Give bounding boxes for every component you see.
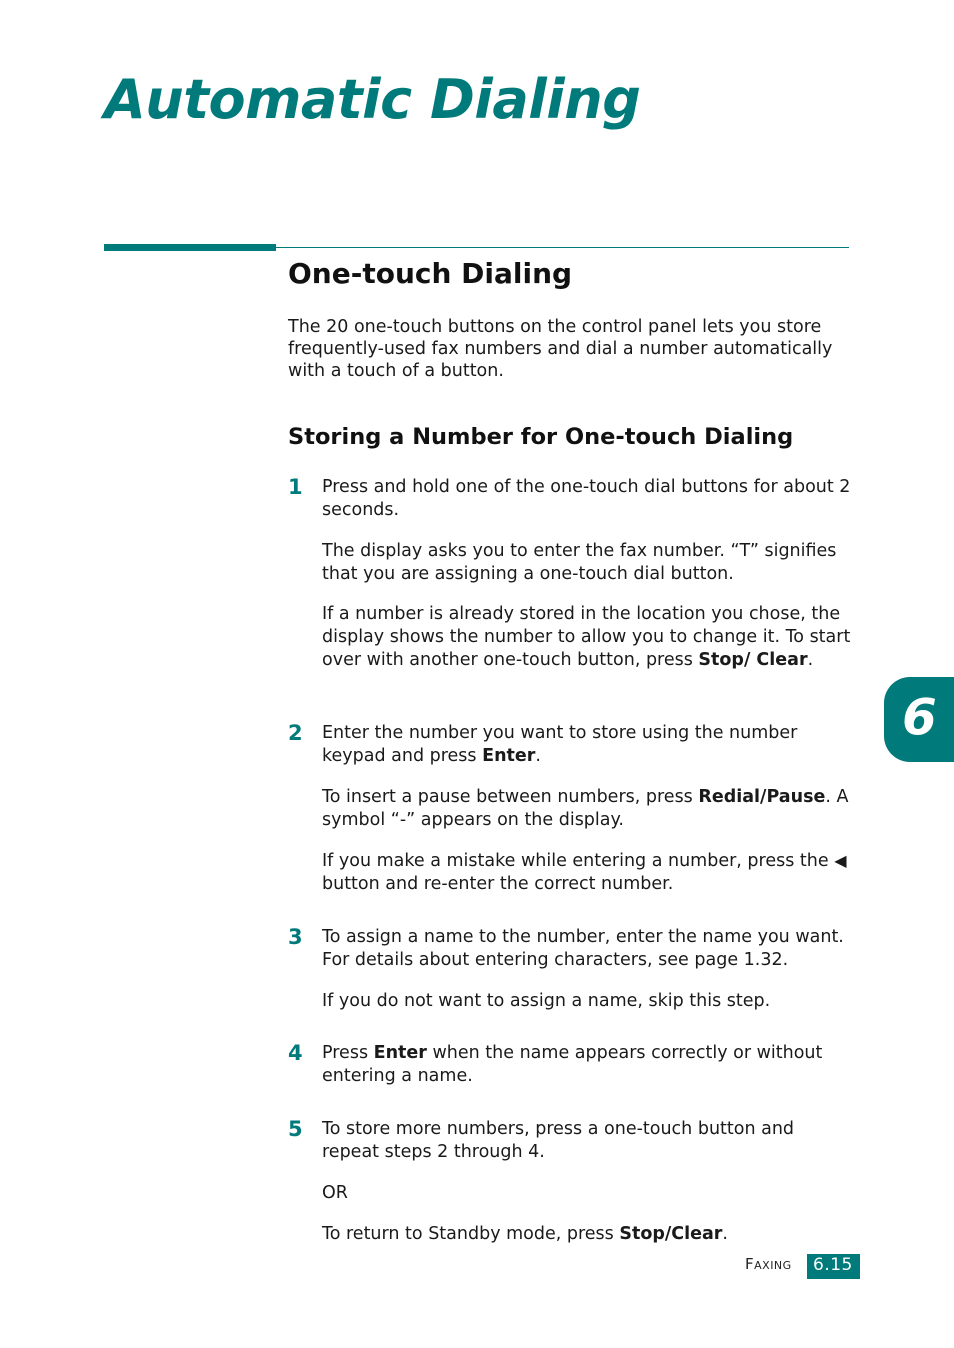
step-number-2: 2 [288, 721, 303, 745]
step-2-note-2: If you make a mistake while entering a number, press the ◀ button and re-enter the correct number. [322, 851, 847, 894]
step-number-5: 5 [288, 1117, 303, 1141]
enter-key-label: Enter [482, 746, 536, 766]
page-number: 6.15 [813, 1255, 853, 1275]
chapter-number: 6 [902, 688, 937, 746]
enter-key-label: Enter [373, 1043, 427, 1063]
section-rule-thin [276, 247, 849, 248]
footer-chapter-label: Faxing [745, 1255, 792, 1273]
subsection-title: Storing a Number for One-touch Dialing [288, 424, 794, 450]
step-5-note-1: To return to Standby mode, press Stop/Clear. [322, 1224, 728, 1244]
step-2-text: Enter the number you want to store using the number keypad and press Enter. [322, 723, 798, 766]
section-intro: The 20 one-touch buttons on the control panel lets you store frequently-used fax numbers and dial a number automatically with a touch of a button. [288, 317, 833, 381]
step-3-text: To assign a name to the number, enter the name you want. For details about entering characters, see page 1.32. [322, 927, 844, 970]
step-5-text: To store more numbers, press a one-touch button and repeat steps 2 through 4. [322, 1119, 795, 1162]
redial-pause-key-label: Redial/Pause [698, 787, 826, 807]
section-rule-thick [104, 244, 276, 251]
step-3-note-1: If you do not want to assign a name, skip this step. [322, 991, 771, 1011]
step-1-text: Press and hold one of the one-touch dial buttons for about 2 seconds. [322, 477, 851, 520]
step-5-or: OR [322, 1183, 348, 1203]
page-title: Automatic Dialing [104, 68, 641, 131]
step-number-1: 1 [288, 475, 303, 499]
step-4-text: Press Enter when the name appears correctly or without entering a name. [322, 1043, 823, 1086]
step-1-note-2: If a number is already stored in the location you chose, the display shows the number to allow you to change it. To start over with another one-touch button, press Stop/ Clear. [322, 604, 851, 670]
step-2-note-1: To insert a pause between numbers, press Redial/Pause. A symbol “-” appears on the display. [322, 787, 849, 830]
step-number-3: 3 [288, 925, 303, 949]
left-arrow-icon: ◀ [834, 851, 847, 870]
section-title: One-touch Dialing [288, 257, 573, 290]
step-number-4: 4 [288, 1041, 303, 1065]
stop-clear-key-label: Stop/ Clear [698, 650, 808, 670]
stop-clear-key-label: Stop/Clear [619, 1224, 723, 1244]
step-1-note-1: The display asks you to enter the fax number. “T” signifies that you are assigning a one-touch dial button. [322, 541, 837, 584]
